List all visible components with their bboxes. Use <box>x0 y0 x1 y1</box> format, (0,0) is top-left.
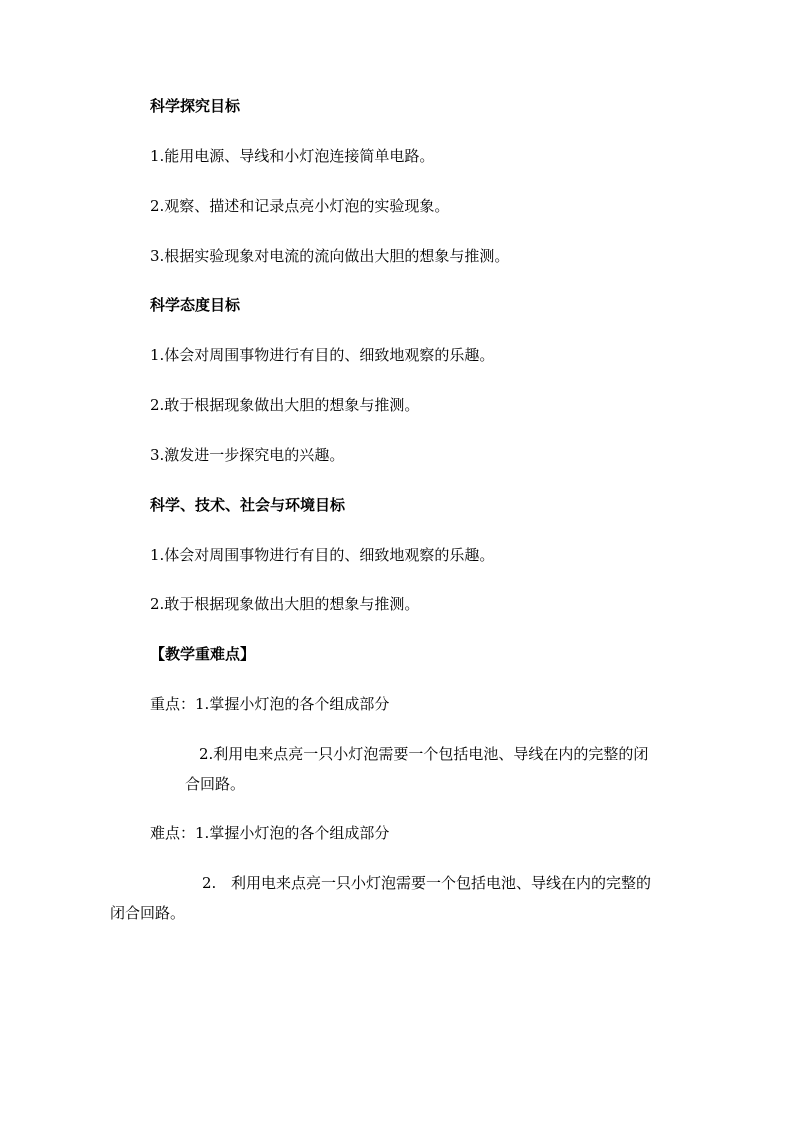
focus-item-1: 1.掌握小灯泡的各个组成部分 <box>195 695 390 713</box>
difficulty-item-2-line-1: 利用电来点亮一只小灯泡需要一个包括电池、导线在内的完整的 <box>231 874 652 892</box>
stse-heading: 科学、技术、社会与环境目标 <box>150 496 346 514</box>
inquiry-heading: 科学探究目标 <box>150 97 241 115</box>
focus-item-2-line-2: 合回路。 <box>185 775 246 793</box>
difficulty-item-1: 1.掌握小灯泡的各个组成部分 <box>195 824 390 842</box>
difficulty-item-2-number: 2. <box>202 874 217 892</box>
focus-label: 重点： <box>150 695 196 713</box>
attitude-item-1: 1.体会对周围事物进行有目的、细致地观察的乐趣。 <box>150 346 495 364</box>
difficulty-item-2-line-2: 闭合回路。 <box>110 904 186 922</box>
inquiry-item-1: 1.能用电源、导线和小灯泡连接简单电路。 <box>150 147 435 165</box>
attitude-item-3: 3.激发进一步探究电的兴趣。 <box>150 446 345 464</box>
attitude-heading: 科学态度目标 <box>150 296 241 314</box>
inquiry-item-3: 3.根据实验现象对电流的流向做出大胆的想象与推测。 <box>150 247 510 265</box>
attitude-item-2: 2.敢于根据现象做出大胆的想象与推测。 <box>150 396 420 414</box>
focus-item-2-line-1: 2.利用电来点亮一只小灯泡需要一个包括电池、导线在内的完整的闭 <box>199 745 649 763</box>
difficulty-label: 难点： <box>150 824 196 842</box>
focus-line-1 <box>150 694 389 714</box>
key-points-heading: 【教学重难点】 <box>150 645 256 663</box>
stse-item-2: 2.敢于根据现象做出大胆的想象与推测。 <box>150 595 420 613</box>
stse-item-1: 1.体会对周围事物进行有目的、细致地观察的乐趣。 <box>150 546 495 564</box>
difficulty-line-1 <box>150 823 389 843</box>
inquiry-item-2: 2.观察、描述和记录点亮小灯泡的实验现象。 <box>150 197 450 215</box>
